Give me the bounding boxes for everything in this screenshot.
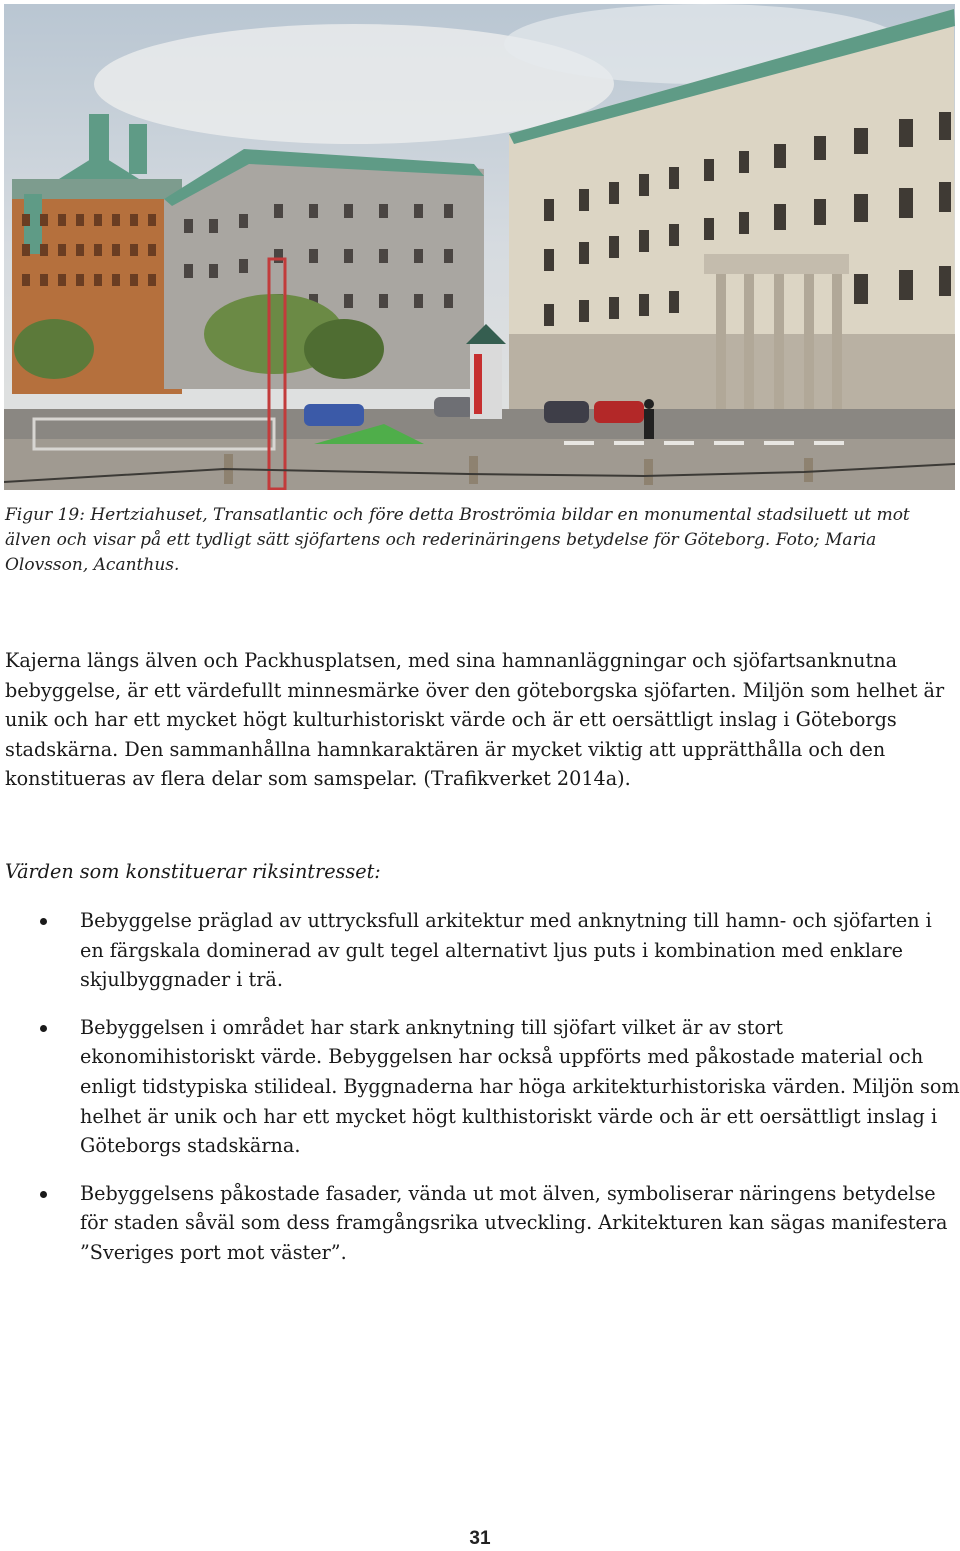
section-heading: Värden som konstituerar riksintresset:	[5, 860, 381, 883]
list-item-text: Bebyggelsen i området har stark anknytning till sjöfart vilket är av stort ekonomihistoriskt värde. Bebyggelsen har också uppförts med påkostade material och enligt tidstypiska stilideal. Byggnaderna har höga arkitekturhistoriska värden. Miljön som helhet är unik och har ett mycket högt kulthistoriskt värde och är ett oersättligt inslag i Göteborgs stadskärna.	[80, 1015, 960, 1158]
list-item	[0, 906, 960, 995]
values-list	[0, 906, 960, 1268]
bullet-icon	[40, 1191, 47, 1198]
list-item	[0, 1179, 960, 1268]
photo-hertziahuset-icon	[4, 4, 955, 490]
figure-caption: Figur 19: Hertziahuset, Transatlantic och före detta Broströmia bildar en monumental stadsiluett ut mot älven och visar på ett tydligt sätt sjöfartens och rederinäringens betydelse för Göteborg. Foto; Maria Olovsson, Acanthus.	[5, 505, 910, 575]
list-item-text: Bebyggelsens påkostade fasader, vända ut mot älven, symboliserar näringens betydelse för staden såväl som dess framgångsrika utveckling. Arkitekturen kan sägas manifestera ”Sveriges port mot väster”.	[80, 1181, 948, 1264]
figure-photo	[4, 4, 955, 490]
bullet-icon	[40, 1025, 47, 1032]
list-item	[0, 1013, 960, 1161]
body-paragraph: Kajerna längs älven och Packhusplatsen, med sina hamnanläggningar och sjöfartsanknutna bebyggelse, är ett värdefullt minnesmärke över den göteborgska sjöfarten. Miljön som helhet är unik och har ett mycket högt kulturhistoriskt värde och är ett oersättligt inslag i Göteborgs stadskärna. Den sammanhållna hamnkaraktären är mycket viktig att upprätthålla och den konstitueras av flera delar som samspelar. (Trafikverket 2014a).	[5, 649, 945, 790]
list-item-text: Bebyggelse präglad av uttrycksfull arkitektur med anknytning till hamn- och sjöfarten i en färgskala dominerad av gult tegel alternativt ljus puts i kombination med enklare skjulbyggnader i trä.	[80, 909, 932, 992]
bullet-icon	[40, 918, 47, 925]
page-number: 31	[469, 1528, 491, 1549]
